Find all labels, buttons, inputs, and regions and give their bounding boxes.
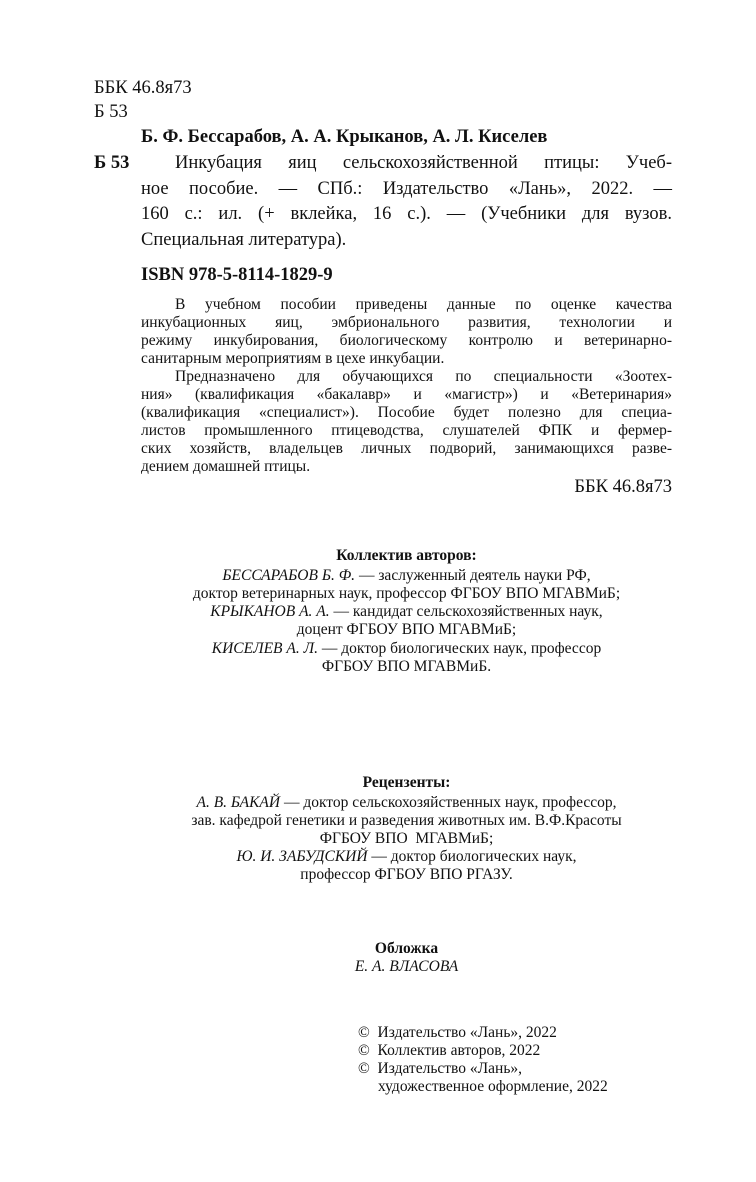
authors-heading: Коллектив авторов: [336,547,477,564]
reviewers-heading: Рецензенты: [362,774,451,791]
catalog-authors: Б. Ф. Бессарабов, А. А. Крыканов, А. Л. Киселев [141,127,548,147]
catalog-description-line: 160 с.: ил. (+ вклейка, 16 с.). — (Учебники для вузов. [141,204,672,224]
cover-designer: Е. А. ВЛАСОВА [354,958,459,975]
reviewer-line: ФГБОУ ВПО МГАВМиБ; [319,830,494,847]
cover-heading: Обложка [374,940,439,957]
author-line: КРЫКАНОВ А. А. — кандидат сельскохозяйственных наук, [210,603,603,620]
annotation-line: В учебном пособии приведены данные по оценке качества [175,296,672,313]
annotation-line: (квалификация «специалист»). Пособие будет полезно для специа- [141,404,672,421]
reviewer-line: зав. кафедрой генетики и разведения животных им. В.Ф.Красоты [191,812,622,829]
author-name: КИСЕЛЕВ А. Л. [211,640,318,657]
reviewer-name: А. В. БАКАЙ [196,794,281,811]
reviewer-line: А. В. БАКАЙ — доктор сельскохозяйственных наук, профессор, [196,794,617,811]
author-line: ФГБОУ ВПО МГАВМиБ. [321,658,492,675]
reviewer-line: Ю. И. ЗАБУДСКИЙ — доктор биологических наук, [236,848,577,865]
reviewer-line: профессор ФГБОУ ВПО РГАЗУ. [300,866,513,883]
isbn: ISBN 978-5-8114-1829-9 [141,265,333,285]
copyright-line: © Коллектив авторов, 2022 [358,1042,541,1059]
annotation-line: Предназначено для обучающихся по специальности «Зоотех- [175,368,672,385]
author-line: БЕССАРАБОВ Б. Ф. — заслуженный деятель науки РФ, [222,567,591,584]
catalog-description-line: Специальная литература). [141,230,347,250]
copyright-line: © Издательство «Лань», 2022 [358,1024,557,1041]
copyright-line: © Издательство «Лань», [358,1060,523,1077]
annotation-line: дением домашней птицы. [141,458,311,475]
author-name: БЕССАРАБОВ Б. Ф. [222,567,356,584]
author-mark-top: Б 53 [94,102,128,122]
annotation-line: инкубационных яиц, эмбрионального развития, технологии и [141,314,672,331]
annotation-line: листов промышленного птицеводства, слушателей ФПК и фермер- [141,422,672,439]
annotation-line: ния» (квалификация «бакалавр» и «магистр») и «Ветеринария» [141,386,672,403]
bbk-index-top: ББК 46.8я73 [94,78,192,98]
bbk-index-bottom: ББК 46.8я73 [574,477,672,497]
catalog-mark: Б 53 [94,153,130,173]
author-line: доцент ФГБОУ ВПО МГАВМиБ; [296,621,517,638]
catalog-description-line: Инкубация яиц сельскохозяйственной птицы: Учеб- [175,153,672,173]
reviewer-name: Ю. И. ЗАБУДСКИЙ [236,848,368,865]
author-name: КРЫКАНОВ А. А. [210,603,330,620]
author-line: КИСЕЛЕВ А. Л. — доктор биологических наук, профессор [211,640,602,657]
author-line: доктор ветеринарных наук, профессор ФГБОУ ВПО МГАВМиБ; [192,585,621,602]
annotation-line: режиму инкубирования, биологическому контролю и ветеринарно- [141,332,672,349]
annotation-line: ских хозяйств, владельцев личных подворий, занимающихся разве- [141,440,672,457]
catalog-description-line: ное пособие. — СПб.: Издательство «Лань», 2022. — [141,179,672,199]
copyright-line: художественное оформление, 2022 [378,1078,608,1095]
annotation-line: санитарным мероприятиям в цехе инкубации. [141,350,445,367]
